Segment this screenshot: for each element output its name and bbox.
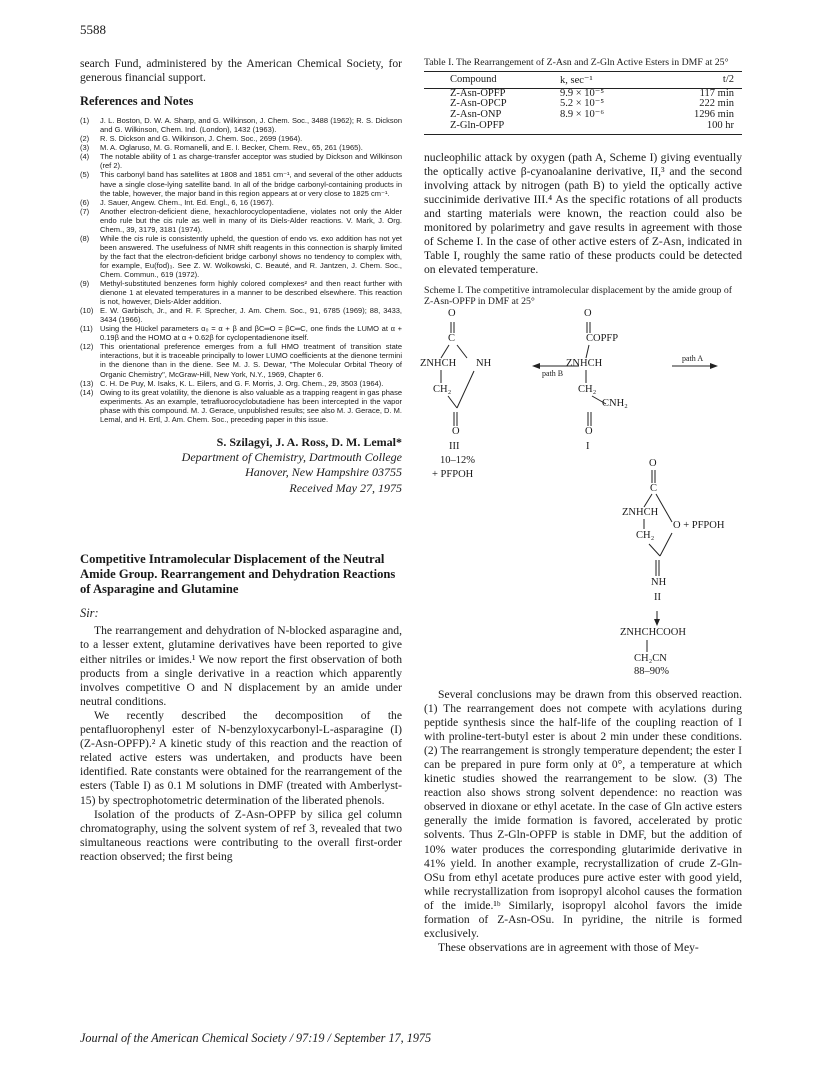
compound-label-iii: III — [449, 440, 460, 452]
table-caption: Table I. The Rearrangement of Z-Asn and Z-Gln Active Esters in DMF at 25° — [424, 57, 729, 68]
references-list — [80, 116, 402, 424]
table-cell: Z-Asn-OPFP — [450, 87, 506, 99]
product-bonds — [424, 616, 742, 678]
reference-number: (3) — [80, 143, 90, 153]
column-header-compound: Compound — [424, 71, 560, 88]
scheme-caption: Scheme I. The competitive intramolecular displacement by the amide group of Z-Asn-OPFP in DMF at 25° — [424, 284, 733, 308]
page-number: 5588 — [80, 22, 106, 37]
reference-item — [80, 234, 402, 279]
right-column — [420, 57, 742, 955]
table-cell: 222 min — [699, 98, 734, 110]
scheme-atom: O — [649, 457, 657, 469]
scheme-atom: O — [452, 425, 460, 437]
reference-text: R. S. Dickson and G. Wilkinson, J. Chem. Soc., 2699 (1964). — [100, 134, 303, 144]
table-header-row — [424, 71, 742, 88]
table-cell: Z-Asn-OPCP — [450, 98, 507, 110]
reference-number: (13) — [80, 378, 94, 388]
scheme-atom: NH — [651, 576, 667, 588]
body-paragraph-1: The rearrangement and dehydration of N-blocked asparagine and, to a lesser extent, glutamine derivatives have been reported to give either nitriles or imides.¹ We now report the first observation of both products from a single derivative in a reaction which apparently involves competitive O and N displacement by an amide under neutral conditions. — [80, 624, 402, 708]
scheme-atom: ZNHCH — [566, 357, 603, 369]
table-cell: 1296 min — [694, 109, 734, 121]
reference-number: (9) — [80, 279, 90, 289]
reference-number: (4) — [80, 152, 90, 162]
reference-text: Using the Hückel parameters α₀ = α + β and βC═O = βC═C, one finds the LUMO at α + 0.19β and the HOMO at α + 0.62β for cyclopentadienone itself. — [100, 324, 402, 343]
reference-item — [80, 198, 402, 207]
scheme-atom: COPFP — [586, 332, 619, 344]
reference-item — [80, 379, 402, 388]
body-paragraph-6: These observations are in agreement with those of Mey- — [438, 941, 699, 955]
table-cell: 117 min — [699, 87, 734, 99]
table-cell: 100 hr — [665, 121, 742, 134]
reference-text: Owing to its great volatility, the dienone is also valuable as a trapping reagent in gas phase experiments. As an example, tetrafluorocyclobutadiene has been intercepted in the vapor phase with this compound. M. J. Gerace, unpublished results; see also M. J. Gerace, D. M. Lemal, and H. Ertl, J. Am. Chem. Soc., preceding paper in this issue. — [100, 387, 402, 424]
body-paragraph-4: nucleophilic attack by oxygen (path A, Scheme I) giving eventually the optically active β-cyanoalanine derivative, II,³ and the second involving attack by nitrogen (path B) to yield the optically active succinimide derivative III.⁴ As the specific rotations of all products and starting materials were known, the reaction could also be monitored by polarimetry and gave results in agreement with those of Scheme I. In the case of other active esters of Z-Asn, indicated in Table I, roughly the same ratio of these products could be detected on elevated temperature. — [424, 150, 742, 277]
product-substituent: CH₂CN — [634, 652, 667, 664]
column-header-half-life: t/2 — [665, 71, 742, 88]
reference-text: This orientational preference emerges from a full HMO treatment of transition state interactions, but it is traceable principally to lower LUMO coefficients at the dienone termini in the dienone than in the diene. See M. J. S. Dewar, "The Molecular Orbital Theory of Organic Chemistry", McGraw-Hill, New York, N.Y., 1969, Chapter 6. — [100, 342, 402, 379]
reference-number: (8) — [80, 233, 90, 243]
acknowledgment-text: search Fund, administered by the American Chemical Society, for generous financial support. — [80, 57, 402, 85]
reference-item — [80, 116, 402, 134]
reference-text: The notable ability of 1 as charge-transfer acceptor was studied by Dickson and Wilkinson (ref 2). — [100, 152, 402, 171]
scheme-atom: C — [448, 332, 456, 344]
scheme-atom: CH₂ — [433, 383, 452, 395]
path-a-label: path A — [682, 353, 704, 363]
reference-item — [80, 134, 402, 143]
body-paragraph-5: Several conclusions may be drawn from this observed reaction. (1) The rearrangement does not compete with acylations during peptide synthesis since the half-life of the coupling reaction of I with proline-tert-butyl ester is about 2 min under these conditions. (2) The rearrangement is strongly temperature dependent; the ester I can be prepared in pure form only at 0°, a temperature at which kinetic studies showed the rearrangement to be slow. (3) The reaction also shows strong solvent dependence: no reaction was observed in dioxane or ethyl acetate. In the case of Gln active esters generally the imide formation is favored, accelerated by protic solvents. Thus Z-Gln-OPFP is stable in DMF, but the addition of 10% water produces the corresponding glutarimide derivative in 41% yield. In another example, recrystallization of crude Z-Gln-OSu from ethyl acetate produces pure active ester with good yield, while recrystallization from isopropyl alcohol causes the formation of the imide.¹ᵇ Similarly, isopropyl alcohol favors the imide formation of Z-Asn-OSu. In pyridine, the nitrile is formed exclusively. — [424, 687, 742, 941]
reference-number: (12) — [80, 342, 94, 352]
reference-number: (6) — [80, 197, 90, 207]
table-cell: 8.9 × 10⁻⁶ — [560, 109, 604, 121]
reference-item — [80, 324, 402, 342]
scheme-atom: O — [584, 307, 592, 319]
author-list: S. Szilagyi, J. A. Ross, D. M. Lemal* — [216, 434, 402, 449]
scheme-atom: O — [585, 425, 593, 437]
reference-item — [80, 342, 402, 378]
reference-number: (1) — [80, 116, 90, 126]
product-formula: ZNHCHCOOH — [620, 626, 686, 638]
reference-text: Another electron-deficient diene, hexachlorocyclopentadiene, violates not only the Alder endo rule but the cis rule as well in many of its Diels-Alder reactions. V. Mark, J. Org. Chem., 39, 3179, 3181 (1974). — [100, 206, 402, 234]
table-cell — [560, 121, 665, 134]
table-cell: 9.9 × 10⁻⁵ — [560, 87, 604, 99]
reference-text: C. H. De Puy, M. Isaks, K. L. Eilers, and G. F. Morris, J. Org. Chem., 29, 3503 (1964). — [100, 378, 384, 388]
article-title: Competitive Intramolecular Displacement of the Neutral Amide Group. Rearrangement and Dehydration Reactions of Asparagine and Glutamine — [80, 551, 396, 597]
rate-table — [424, 71, 742, 135]
scheme-atom: ZNHCH — [622, 506, 659, 518]
scheme-product — [424, 616, 742, 678]
compound-label-i: I — [586, 440, 590, 452]
reference-text: J. Sauer, Angew. Chem., Int. Ed. Engl., 6, 16 (1967). — [100, 197, 274, 207]
reference-text: M. A. Oglaruso, M. G. Romanelli, and E. I. Becker, Chem. Rev., 65, 261 (1965). — [100, 143, 363, 153]
reference-text: E. W. Garbisch, Jr., and R. F. Sprecher, J. Am. Chem. Soc., 91, 6785 (1969); 88, 3433, 3434 (1966). — [100, 306, 402, 325]
table-row — [424, 121, 742, 134]
body-paragraph-3: Isolation of the products of Z-Asn-OPFP by silica gel column chromatography, using the solvent system of ref 3, revealed that two simultaneous reactions were contributing to the overall first-order reaction observed; the first being — [80, 807, 402, 863]
scheme-atom: ZNHCH — [420, 357, 457, 369]
reference-number: (5) — [80, 170, 90, 180]
reference-number: (10) — [80, 306, 94, 316]
reaction-scheme — [420, 307, 742, 616]
scheme-atom: NH — [476, 357, 492, 369]
table-cell: Z-Asn-ONP — [450, 109, 502, 121]
column-header-k: k, sec⁻¹ — [560, 71, 665, 88]
journal-citation: Journal of the American Chemical Society / 97:19 / September 17, 1975 — [80, 1031, 432, 1045]
scheme-atom: CH₂ — [636, 529, 655, 541]
scheme-atom: O + PFPOH — [673, 519, 725, 531]
yield-iii: 10–12% — [440, 454, 475, 466]
reference-text: This carbonyl band has satellites at 1808 and 1851 cm⁻¹, and several of the other adducts have a single close-lying satellite band. In all of the bridge carbonyl-containing products in the table, however, the major band in this region appears at or very close to 1825 cm⁻¹. — [100, 170, 402, 198]
reference-item — [80, 207, 402, 234]
salutation: Sir: — [80, 606, 99, 621]
reference-text: While the cis rule is consistently upheld, the question of endo vs. exo addition has not yet been answered. The usefulness of NMR shift reagents in this connection is sharply limited by the fact that the electron-deficient bridge carbonyl shows no tendency to complex with, for example, Eu(fod)₃. See Z. W. Wolkowski, C. Beauté, and R. Jantzen, J. Chem. Soc., Chem. Commun., 619 (1972). — [100, 233, 402, 279]
reference-item — [80, 143, 402, 152]
reference-number: (11) — [80, 324, 93, 334]
scheme-atom: CH₂ — [578, 383, 597, 395]
left-column — [80, 57, 402, 864]
compound-label-ii: II — [654, 591, 661, 603]
scheme-atom: O — [448, 307, 456, 319]
body-paragraph-2: We recently described the decomposition of the pentafluorophenyl ester of N-benzyloxycarbonyl-L-asparagine (I) (Z-Asn-OPFP).² A kinetic study of this reaction and the reaction of related active esters was undertaken, and products have been identified. Rate constants were obtained for the rearrangement of the esters (Table I) as 0.1 M solutions in DMF (treated with Amberlyst-15) by spectrophotometric determination of the liberated phenols. — [80, 708, 402, 807]
reference-number: (14) — [80, 387, 94, 397]
reference-item — [80, 388, 402, 424]
yield-ii: 88–90% — [634, 665, 669, 677]
reference-number: (2) — [80, 134, 90, 144]
scheme-atom: C — [650, 482, 658, 494]
path-b-label: path B — [542, 368, 564, 378]
reference-item — [80, 306, 402, 324]
received-date: Received May 27, 1975 — [289, 480, 402, 495]
reference-item — [80, 170, 402, 197]
table-cell: Z-Gln-OPFP — [424, 121, 560, 134]
scheme-atom: CNH₂ — [602, 397, 628, 409]
table-cell: 5.2 × 10⁻⁵ — [560, 98, 604, 110]
reference-item — [80, 279, 402, 306]
affiliation-department: Department of Chemistry, Dartmouth College — [181, 449, 402, 464]
byproduct-pfpoh: + PFPOH — [432, 468, 474, 480]
reference-text: J. L. Boston, D. W. A. Sharp, and G. Wilkinson, J. Chem. Soc., 3488 (1962); R. S. Dickson and G. Wilkinson, Chem. Ind. (London), 1432 (1963). — [100, 116, 402, 135]
affiliation-location: Hanover, New Hampshire 03755 — [245, 464, 402, 479]
reference-text: Methyl-substituted benzenes form highly colored complexes² and then react further with dienone 1 at elevated temperatures in a manner to be described elsewhere. This reaction is not, however, Diels-Alder addition. — [100, 279, 402, 307]
references-heading: References and Notes — [80, 94, 194, 109]
reference-number: (7) — [80, 206, 90, 216]
reference-item — [80, 152, 402, 170]
